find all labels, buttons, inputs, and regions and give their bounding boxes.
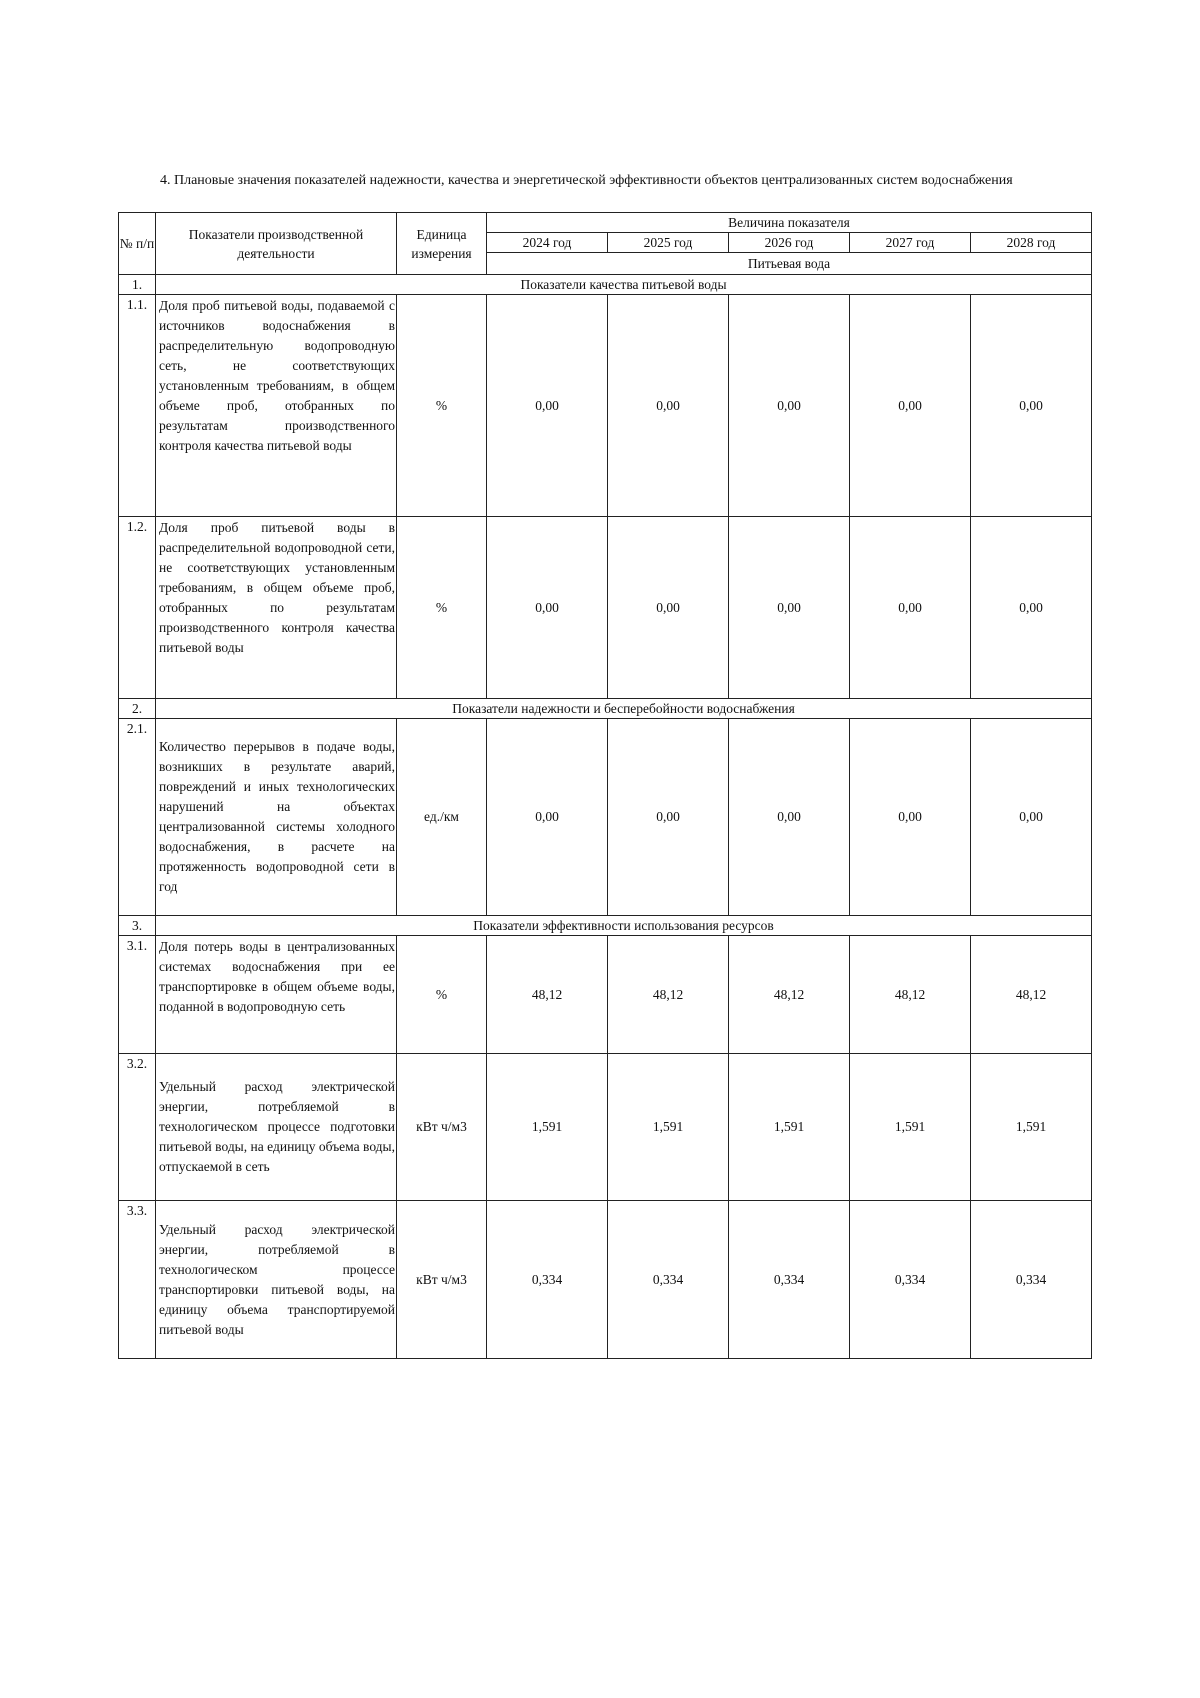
table-row bbox=[119, 936, 1092, 1054]
header-year: 2026 год bbox=[729, 233, 850, 253]
value-cell: 0,00 bbox=[729, 517, 850, 699]
table-row bbox=[119, 295, 1092, 517]
header-number: № п/п bbox=[119, 213, 156, 275]
indicator-description: Удельный расход электрической энергии, потребляемой в технологическом процессе транспортировки питьевой воды, на единицу объема транспортируемой питьевой воды bbox=[156, 1201, 397, 1359]
section-row bbox=[119, 916, 1092, 936]
value-cell: 0,00 bbox=[487, 517, 608, 699]
value-cell: 0,00 bbox=[608, 719, 729, 916]
value-cell: 0,334 bbox=[971, 1201, 1092, 1359]
table-row bbox=[119, 1054, 1092, 1201]
section-row bbox=[119, 275, 1092, 295]
indicator-description: Доля проб питьевой воды, подаваемой с источников водоснабжения в распределительную водопроводную сеть, не соответствующих установленным требованиям, в общем объеме проб, отобранных по результатам производственного контроля качества питьевой воды bbox=[156, 295, 397, 517]
value-cell: 0,00 bbox=[971, 517, 1092, 699]
value-cell: 0,00 bbox=[850, 517, 971, 699]
row-number: 1.2. bbox=[119, 517, 156, 699]
value-cell: 48,12 bbox=[608, 936, 729, 1054]
value-cell: 48,12 bbox=[487, 936, 608, 1054]
section-row bbox=[119, 699, 1092, 719]
unit-cell: кВт ч/м3 bbox=[397, 1201, 487, 1359]
value-cell: 1,591 bbox=[608, 1054, 729, 1201]
value-cell: 1,591 bbox=[850, 1054, 971, 1201]
value-cell: 0,00 bbox=[971, 719, 1092, 916]
value-cell: 0,00 bbox=[487, 295, 608, 517]
row-number: 2.1. bbox=[119, 719, 156, 916]
table-row bbox=[119, 719, 1092, 916]
section-title: Показатели надежности и бесперебойности водоснабжения bbox=[156, 699, 1092, 719]
value-cell: 0,00 bbox=[729, 719, 850, 916]
row-number: 3.1. bbox=[119, 936, 156, 1054]
indicator-description: Количество перерывов в подаче воды, возникших в результате аварий, повреждений и иных технологических нарушений на объектах централизованной системы холодного водоснабжения, в расчете на протяженность водопроводной сети в год bbox=[156, 719, 397, 916]
value-cell: 0,334 bbox=[850, 1201, 971, 1359]
header-year: 2027 год bbox=[850, 233, 971, 253]
value-cell: 1,591 bbox=[487, 1054, 608, 1201]
section-number: 3. bbox=[119, 916, 156, 936]
indicator-description: Доля потерь воды в централизованных системах водоснабжения при ее транспортировке в общем объеме воды, поданной в водопроводную сеть bbox=[156, 936, 397, 1054]
value-cell: 0,00 bbox=[850, 719, 971, 916]
section-number: 2. bbox=[119, 699, 156, 719]
table-row bbox=[119, 1201, 1092, 1359]
value-cell: 0,00 bbox=[850, 295, 971, 517]
indicator-description: Доля проб питьевой воды в распределительной водопроводной сети, не соответствующих установленным требованиям, в общем объеме проб, отобранных по результатам производственного контроля качества питьевой воды bbox=[156, 517, 397, 699]
unit-cell: ед./км bbox=[397, 719, 487, 916]
value-cell: 0,00 bbox=[971, 295, 1092, 517]
value-cell: 48,12 bbox=[850, 936, 971, 1054]
row-number: 1.1. bbox=[119, 295, 156, 517]
row-number: 3.3. bbox=[119, 1201, 156, 1359]
header-year: 2024 год bbox=[487, 233, 608, 253]
value-cell: 0,334 bbox=[608, 1201, 729, 1359]
header-year: 2025 год bbox=[608, 233, 729, 253]
section-title: Показатели эффективности использования ресурсов bbox=[156, 916, 1092, 936]
value-cell: 0,00 bbox=[729, 295, 850, 517]
section-title: Показатели качества питьевой воды bbox=[156, 275, 1092, 295]
value-cell: 1,591 bbox=[729, 1054, 850, 1201]
unit-cell: % bbox=[397, 295, 487, 517]
value-cell: 0,00 bbox=[608, 295, 729, 517]
section-number: 1. bbox=[119, 275, 156, 295]
value-cell: 48,12 bbox=[729, 936, 850, 1054]
value-cell: 48,12 bbox=[971, 936, 1092, 1054]
indicators-table bbox=[118, 212, 1092, 1359]
header-value-group: Величина показателя bbox=[487, 213, 1092, 233]
header-water-type: Питьевая вода bbox=[487, 253, 1092, 275]
unit-cell: кВт ч/м3 bbox=[397, 1054, 487, 1201]
document-heading: 4. Плановые значения показателей надежности, качества и энергетической эффективности объектов централизованных систем водоснабжения bbox=[160, 173, 1013, 188]
unit-cell: % bbox=[397, 936, 487, 1054]
value-cell: 0,00 bbox=[608, 517, 729, 699]
indicator-description: Удельный расход электрической энергии, потребляемой в технологическом процессе подготовки питьевой воды, на единицу объема воды, отпускаемой в сеть bbox=[156, 1054, 397, 1201]
header-year: 2028 год bbox=[971, 233, 1092, 253]
header-unit: Единица измерения bbox=[397, 213, 487, 275]
value-cell: 0,334 bbox=[729, 1201, 850, 1359]
header-indicator: Показатели производственной деятельности bbox=[156, 213, 397, 275]
value-cell: 1,591 bbox=[971, 1054, 1092, 1201]
row-number: 3.2. bbox=[119, 1054, 156, 1201]
unit-cell: % bbox=[397, 517, 487, 699]
table-row bbox=[119, 517, 1092, 699]
value-cell: 0,00 bbox=[487, 719, 608, 916]
value-cell: 0,334 bbox=[487, 1201, 608, 1359]
